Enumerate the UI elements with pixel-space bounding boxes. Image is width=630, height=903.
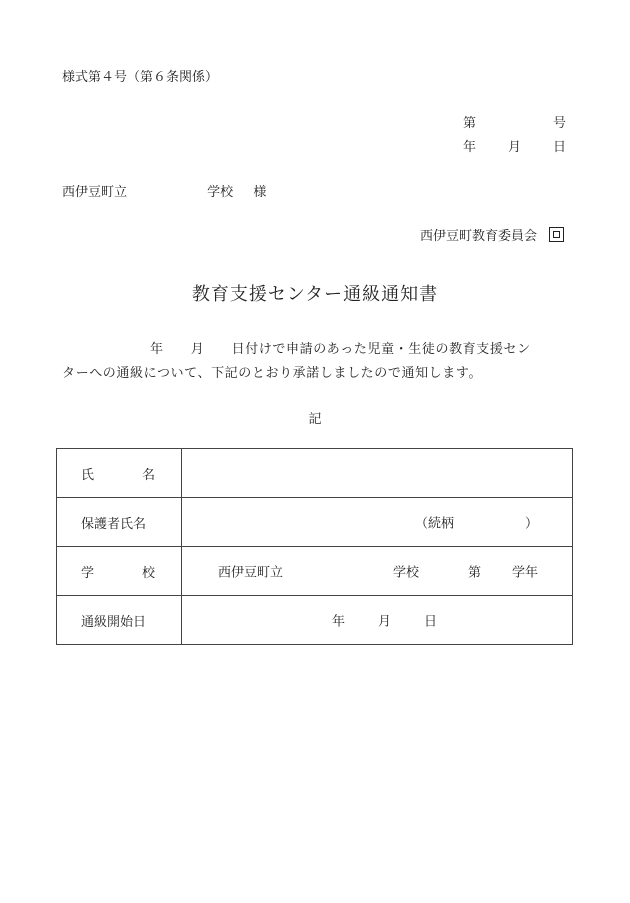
table-row-name <box>57 449 573 498</box>
issuer-name: 西伊豆町教育委員会 <box>419 229 537 244</box>
name-label-2: 名 <box>141 467 155 483</box>
addressee <box>62 181 266 200</box>
addressee-honorific: 様 <box>253 185 267 200</box>
name-label-1: 氏 <box>81 467 95 483</box>
issuer <box>420 225 564 244</box>
start-label-text: 通級開始日 <box>81 614 147 630</box>
start-date-field[interactable] <box>182 596 573 645</box>
date-year: 年 <box>463 140 477 155</box>
name-field[interactable] <box>182 449 573 498</box>
table-row-start <box>57 596 573 645</box>
relation-open: （続柄 <box>415 516 455 532</box>
addressee-school: 学校 <box>207 185 234 200</box>
doc-number-suffix: 号 <box>553 116 567 131</box>
body-line-1: 年 月 日付けで申請のあった児童・生徒の教育支援セン <box>150 342 531 357</box>
school-word: 学校 <box>393 565 420 581</box>
guardian-field[interactable] <box>182 498 573 547</box>
seal-icon <box>549 227 564 242</box>
guardian-label-text: 保護者氏名 <box>81 516 147 532</box>
doc-number-prefix: 第 <box>463 116 477 131</box>
guardian-label <box>57 498 182 547</box>
addressee-town: 西伊豆町立 <box>62 185 128 200</box>
start-month: 月 <box>378 614 392 630</box>
school-label-2: 校 <box>141 565 155 581</box>
form-number: 様式第４号（第６条関係） <box>62 70 219 85</box>
info-table <box>56 448 573 645</box>
date-month: 月 <box>508 140 522 155</box>
date-day: 日 <box>553 140 567 155</box>
school-town: 西伊豆町立 <box>218 565 284 581</box>
school-label <box>57 547 182 596</box>
school-field[interactable] <box>182 547 573 596</box>
body-line-2: ターへの通級について、下記のとおり承諾しましたので通知します。 <box>62 366 483 381</box>
relation-close: ） <box>525 516 539 532</box>
start-label <box>57 596 182 645</box>
table-row-guardian <box>57 498 573 547</box>
grade-prefix: 第 <box>468 565 482 581</box>
school-label-1: 学 <box>81 565 95 581</box>
start-year: 年 <box>332 614 346 630</box>
table-row-school <box>57 547 573 596</box>
ki-heading: 記 <box>308 412 322 427</box>
document-title: 教育支援センター通級通知書 <box>191 284 439 305</box>
start-day: 日 <box>424 614 438 630</box>
grade-suffix: 学年 <box>512 565 539 581</box>
name-label <box>57 449 182 498</box>
